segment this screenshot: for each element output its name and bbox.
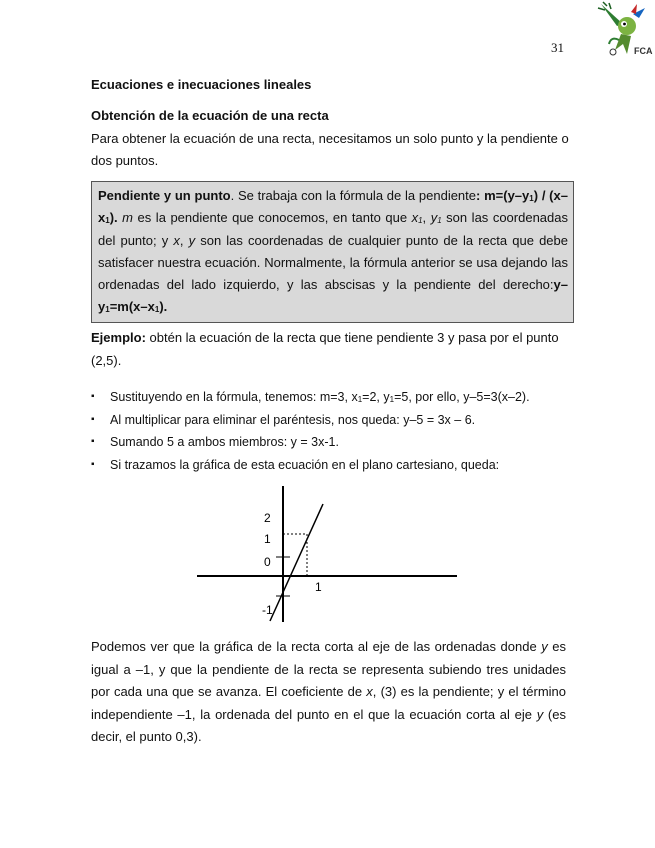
var-y: y: [188, 232, 196, 248]
var-y: y: [536, 706, 544, 722]
example-label: Ejemplo:: [91, 330, 146, 345]
tick-label-y2: 2: [264, 511, 271, 525]
bullet-icon: ▪: [91, 458, 95, 470]
box-title: Pendiente y un punto: [98, 188, 231, 203]
list-item: ▪ Sustituyendo en la fórmula, tenemos: m=3, $x_1=2$, $y_1=5$, por ello, y–5=3(x–2).: [91, 386, 571, 409]
intro-paragraph: Para obtener la ecuación de una recta, necesitamos un solo punto y la pendiente o dos puntos.: [91, 131, 569, 168]
tick-label-y-neg1: -1: [262, 603, 273, 617]
conclusion-paragraph: Podemos ver que la gráfica de la recta corta al eje de las ordenadas donde y es igual a –1, y que la pendiente de la recta se representa subiendo tres unidades por cada una que se avanza. El coeficiente de x, (3) es la pendiente; y el término independiente –1, la ordenada del punto en el que la ecuación corta al eje y (es decir, el punto 0,3).: [91, 639, 567, 744]
graph-line: [270, 504, 323, 621]
steps-list: [91, 386, 571, 476]
tick-label-y1: 1: [264, 532, 271, 546]
bullet-icon: ▪: [91, 391, 95, 402]
box-text: . Se trabaja con la fórmula de la pendiente: [230, 188, 477, 203]
var-x: x: [173, 232, 180, 248]
var-y1: $y_1$: [430, 210, 442, 226]
section-heading: Ecuaciones e inecuaciones lineales: [91, 77, 312, 92]
example-text: obtén la ecuación de la recta que tiene pendiente 3 y pasa por el punto (2,5).: [91, 330, 559, 368]
box-text: es la pendiente que conocemos, en tanto que: [133, 210, 412, 226]
var-y: y: [541, 639, 548, 654]
definition-box: Pendiente y un punto. Se trabaja con la fórmula de la pendiente: $m=(y-y_1) / (x-x_1)$. m es la pendiente que conocemos, en tanto que $x_1$, $y_1$ son las coordenadas del punto; y x, y son las coordenadas de cualquier punto de la recta que debe satisfacer nuestra ecuación. Normalmente, la fórmula anterior se usa dejando las ordenadas del lado izquierdo, y las abscisas y la pendiente del $derecho:y-y_1=m(x-x_1)$.: [91, 181, 574, 323]
page-number: 31: [551, 40, 564, 55]
subsection-heading: Obtención de la ecuación de una recta: [91, 108, 329, 123]
list-item: ▪ Si trazamos la gráfica de esta ecuación en el plano cartesiano, queda:: [91, 454, 571, 477]
point-slope-formula: $y-y_1=m(x-x_1)$.: [98, 277, 568, 315]
var-m: m: [122, 210, 134, 226]
box-text: son las coordenadas del punto; y: [98, 210, 568, 248]
slope-formula: : $m=(y-y_1) / (x-x_1)$.: [98, 188, 568, 226]
line-graph: [195, 484, 460, 624]
example-paragraph: [91, 326, 566, 372]
list-item: ▪ Al multiplicar para eliminar el paréntesis, nos queda: y–5 = 3x – 6.: [91, 409, 571, 432]
tick-label-y0: 0: [264, 555, 271, 569]
bullet-icon: ▪: [91, 413, 95, 425]
bullet-icon: ▪: [91, 436, 95, 447]
logo-text: FCA: [634, 46, 653, 56]
var-x: x: [366, 684, 373, 699]
list-item: ▪ Sumando 5 a ambos miembros: y = 3x-1.: [91, 431, 571, 454]
var-x1: $x_1$: [411, 210, 423, 226]
tick-label-x1: 1: [315, 580, 322, 594]
box-text: son las coordenadas de cualquier punto de la recta que debe satisfacer nuestra ecuación. Normalmente, la fórmula anterior se usa dejando las ordenadas del lado izquierdo, y las abscisas y la pendiente del derecho:: [98, 232, 568, 293]
